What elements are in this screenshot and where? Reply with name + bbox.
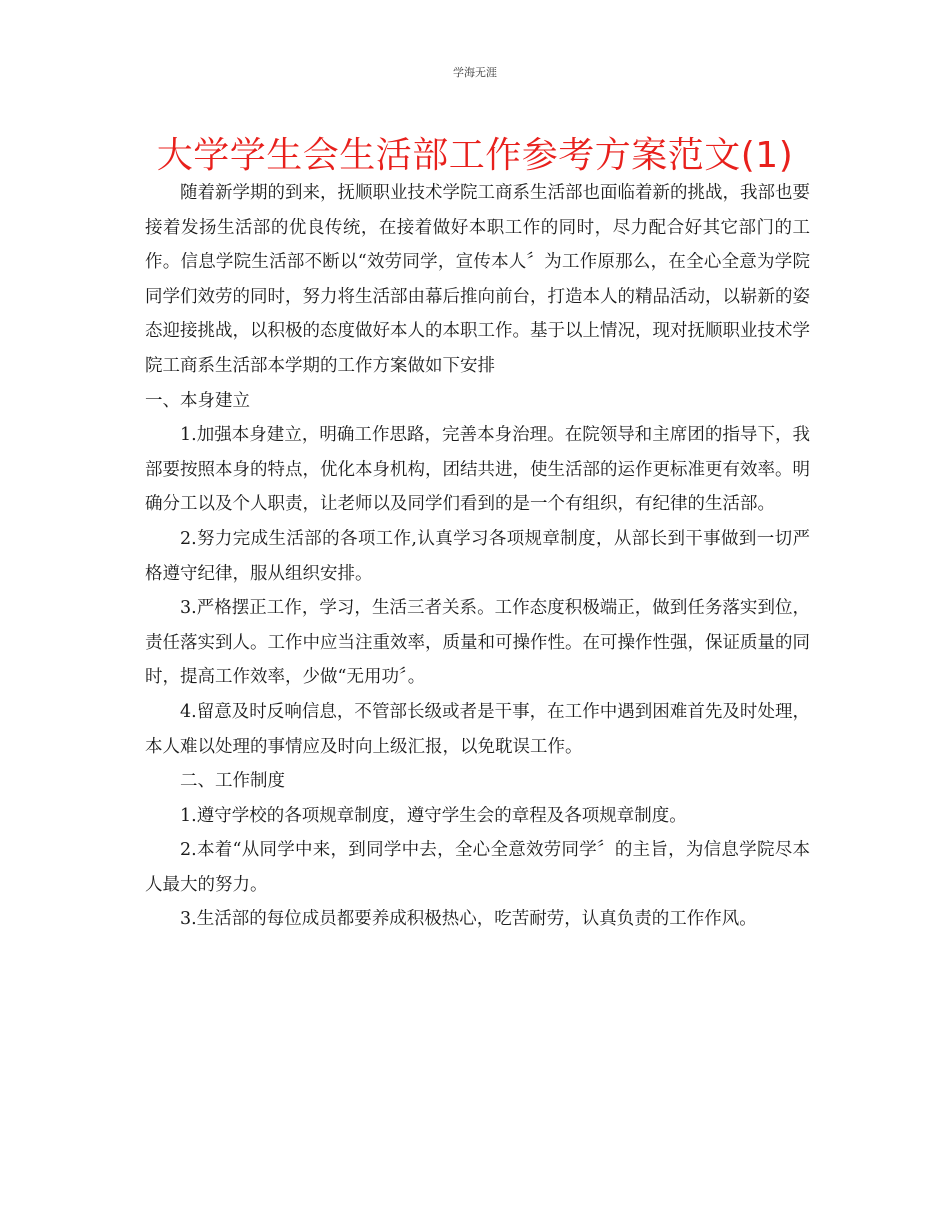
paragraph-item-1-4: 4.留意及时反响信息，不管部长级或者是干事，在工作中遇到困难首先及时处理，本人难以处理的事情应及时向上级汇报，以免耽误工作。 — [145, 701, 810, 757]
paragraph-item-1-2: 2.努力完成生活部的各项工作,认真学习各项规章制度，从部长到干事做到一切严格遵守纪律，服从组织安排。 — [145, 528, 810, 584]
section-heading-1: 一、本身建立 — [145, 390, 250, 411]
paragraph-item-2-1: 1.遵守学校的各项规章制度，遵守学生会的章程及各项规章制度。 — [180, 805, 687, 826]
paragraph-item-1-3: 3.严格摆正工作，学习，生活三者关系。工作态度积极端正，做到任务落实到位，责任落实到人。工作中应当注重效率，质量和可操作性。在可操作性强，保证质量的同时，提高工作效率，少做“无用功〞。 — [145, 598, 810, 688]
document-body — [145, 176, 810, 937]
paragraph-item-1-1: 1.加强本身建立，明确工作思路，完善本身治理。在院领导和主席团的指导下，我部要按照本身的特点，优化本身机构，团结共进，使生活部的运作更标准更有效率。明确分工以及个人职责，让老师以及同学们看到的是一个有组织，有纪律的生活部。 — [145, 425, 810, 515]
paragraph-item-2-2: 2.本着“从同学中来，到同学中去，全心全意效劳同学〞的主旨，为信息学院尽本人最大的努力。 — [145, 840, 810, 895]
paragraph-item-2-3: 3.生活部的每位成员都要养成积极热心，吃苦耐劳，认真负责的工作作风。 — [180, 909, 757, 930]
document-title: 大学学生会生活部工作参考方案范文(1) — [156, 135, 794, 176]
page-header: 学海无涯 — [453, 66, 497, 79]
paragraph-intro: 随着新学期的到来，抚顺职业技术学院工商系生活部也面临着新的挑战，我部也要接着发扬生活部的优良传统，在接着做好本职工作的同时，尽力配合好其它部门的工作。信息学院生活部不断以“效劳同学，宣传本人〞为工作原那么，在全心全意为学院同学们效劳的同时，努力将生活部由幕后推向前台，打造本人的精品活动，以崭新的姿态迎接挑战，以积极的态度做好本人的本职工作。基于以上情况，现对抚顺职业技术学院工商系生活部本学期的工作方案做如下安排 — [145, 183, 810, 376]
section-heading-2: 二、工作制度 — [180, 771, 285, 792]
